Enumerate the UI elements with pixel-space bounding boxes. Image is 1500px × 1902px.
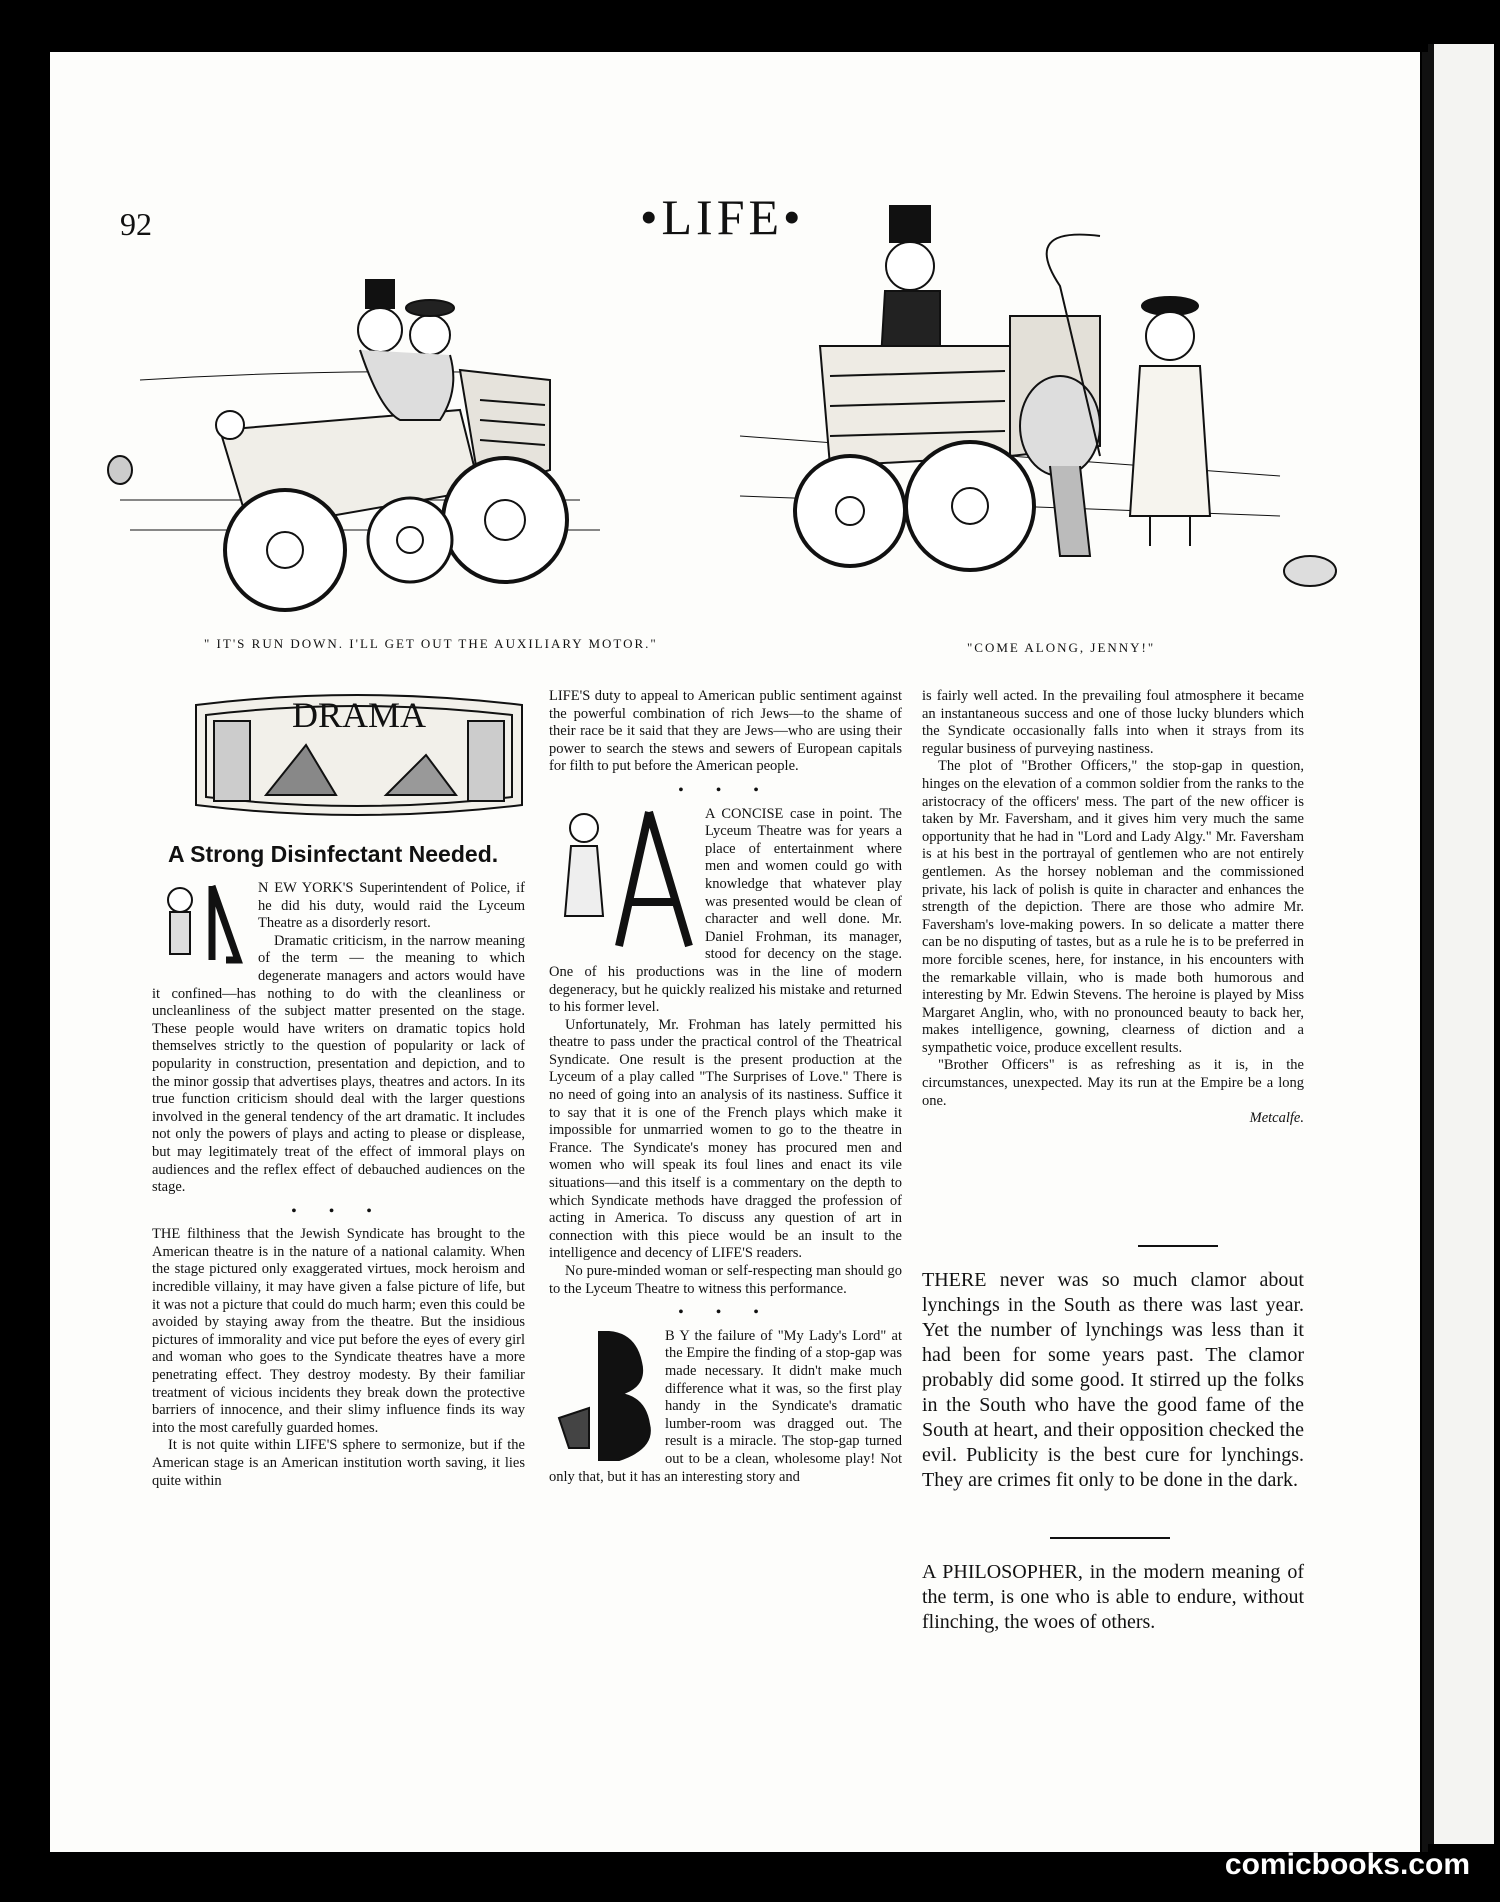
col2-para-2: A CONCISE case in point. The Lyceum Theatre was for years a place of entertainment where men and women could go with knowledge that whatever play was presented would be clean of character and well done. Mr. Daniel Frohman, its manager, stood for decency on the stage. One of his productions was in the line of modern degeneracy, but he quickly realized his mistake and returned to his former level. [549, 805, 902, 1016]
col3-para-3: "Brother Officers" is as refreshing as it is, in the circumstances, unexpected. May its run at the Empire be a long one. [922, 1057, 1304, 1109]
col2-para-4: No pure-minded woman or self-respecting man should go to the Lyceum Theatre to witness this performance. [549, 1263, 902, 1297]
divider-1 [1138, 1245, 1218, 1247]
masthead: •LIFE• [640, 189, 805, 245]
col3-para-1: is fairly well acted. In the prevailing foul atmosphere it became an instantaneous success and one of those lucky blunders which the Syndicate occasionally falls into when it strays from its regular business of purveying nastiness. [922, 688, 1304, 757]
philosopher-text: A PHILOSOPHER, in the modern meaning of the term, is one who is able to endure, without flinching, the woes of others. [922, 1561, 1304, 1633]
article-headline: A Strong Disinfectant Needed. [168, 841, 499, 867]
site-watermark: comicbooks.com [1224, 1848, 1470, 1881]
col3-para-2: The plot of "Brother Officers," the stop-gap in question, hinges on the elevation of a common soldier from the ranks to the aristocracy of the officers' mess. The part of the new officer is taken by Mr. Faversham, and it gives him very much the same opportunity that he had in "Lord and Lady Algy." Mr. Faversham is at his best in the portrayal of gentlemen who are not entirely gentlemen. As the horsey nobleman and the commissioned private, his lack of polish is quite in character and enhances the strength of the depiction. There are those who admire Mr. Faversham's love-making powers. In so delicate a matter there can be no disputing of tastes, but as a rule he is to be preferred in more forcible scenes, here, for instance, in his encounters with the remarkable villain, who is made both humorous and interesting by Mr. Edwin Stevens. The heroine is played by Miss Margaret Anglin, who, with no pronounced beauty to back her, makes intelligence, gowning, clearness of diction and a sympathetic voice, produce excellent results. [922, 758, 1304, 1056]
col2-para-5: B Y the failure of "My Lady's Lord" at the Empire the finding of a stop-gap was made necessary. It didn't make much difference what it was, so the first play handy in the Syndicate's dramatic lumber-room was dragged out. The result is a miracle. The stop-gap turned out to be a clean, wholesome play! Not only that, but it has an interesting story and [549, 1327, 902, 1485]
drama-banner-label: DRAMA [291, 695, 427, 735]
col2-separator-1: • • • [678, 781, 773, 799]
police-illustration [152, 880, 252, 972]
column-2 [549, 688, 902, 1486]
caption-left: " IT'S RUN DOWN. I'LL GET OUT THE AUXILIARY MOTOR." [204, 636, 658, 651]
horse-illustration [549, 1328, 659, 1464]
cartoon-right [720, 196, 1350, 626]
col1-para-1: N EW YORK'S Superintendent of Police, if he did his duty, would raid the Lyceum Theatre as a disorderly resort. [258, 880, 525, 932]
caption-right: "COME ALONG, JENNY!" [967, 640, 1156, 655]
column-1 [152, 880, 525, 1490]
col1-para-4: It is not quite within LIFE'S sphere to sermonize, but if the American stage is an American institution worth saving, it lies quite within [152, 1437, 525, 1489]
editorial-philosopher [922, 1560, 1304, 1635]
adjacent-page-strip [1428, 44, 1494, 1844]
man-illustration [549, 806, 699, 952]
article-signature: Metcalfe. [1249, 1110, 1304, 1127]
cartoon-left [100, 270, 700, 630]
col1-para-3: THE filthiness that the Jewish Syndicate has brought to the American theatre is in the nature of a national calamity. When the stage pictured only exaggerated virtues, mock heroism and incredible villainy, it may have given a false picture of life, but it was not a picture that could do much harm; even this could be avoided by staying away from the theatre. But the insidious pictures of immorality and vice put before the eyes of every girl and woman who goes to the Syndicate theatres have a more penetrating effect. They destroy modesty. By their familiar treatment of vicious incidents they break down the protective barriers of innocence, and their slimy influence finds its way into the most carefully guarded homes. [152, 1226, 525, 1436]
column-3 [922, 688, 1304, 1128]
drama-banner [186, 685, 532, 831]
divider-2 [1050, 1537, 1170, 1539]
col2-para-3: Unfortunately, Mr. Frohman has lately permitted his theatre to pass under the practical control of the Theatrical Syndicate. One result is the present production at the Lyceum of a play called "The Surprises of Love." There is no need of going into an analysis of its nastiness. Suffice it to say that it is one of the French plays which make it impossible for unmarried women to go to the theatre in France. The Syndicate's money has procured men and women who will speak its foul lines and enact its vile situations—and this itself is a commentary on the depth to which Syndicate methods have dragged the profession of acting in America. To discuss any question of art in connection with this piece would be an insult to the intelligence and decency of LIFE'S readers. [549, 1016, 902, 1262]
lynching-text: THERE never was so much clamor about lynchings in the South as there was last year. Yet the number of lynchings was less than it had been for some years past. The clamor probably did some good. It stirred up the folks in the South who have the good fame of the South at heart, and their opposition checked the evil. Publicity is the best cure for lynchings. They are crimes fit only to be done in the dark. [922, 1269, 1304, 1491]
col1-separator: • • • [291, 1202, 386, 1220]
col2-separator-2: • • • [678, 1304, 773, 1322]
editorial-lynching [922, 1268, 1304, 1493]
page-number: 92 [120, 206, 152, 242]
col2-para-1: LIFE'S duty to appeal to American public sentiment against the powerful combination of rich Jews—to the shame of their race be it said that they are Jews—who are using their power to search the stews and sewers of European capitals for filth to put before the American people. [549, 688, 902, 775]
col1-para-2: Dramatic criticism, in the narrow meaning of the term — the meaning to which degenerate managers and actors would have it confined—has nothing to do with the cleanliness or uncleanliness of the subject matter presented on the stage. These people would have writers on dramatic topics hold themselves strictly to the question of popularity or lack of popularity in construction, presentation and depiction, and to the minor gossip that advertises plays, theatres and actors. In its true function criticism should deal with the larger questions involved in the general tendency of the art dramatic. It includes not only the powers of plays and acting to please or displease, but may legitimately treat of the effect of immoral plays on audiences and the reflex effect of debauched audiences on the stage. [152, 932, 525, 1196]
